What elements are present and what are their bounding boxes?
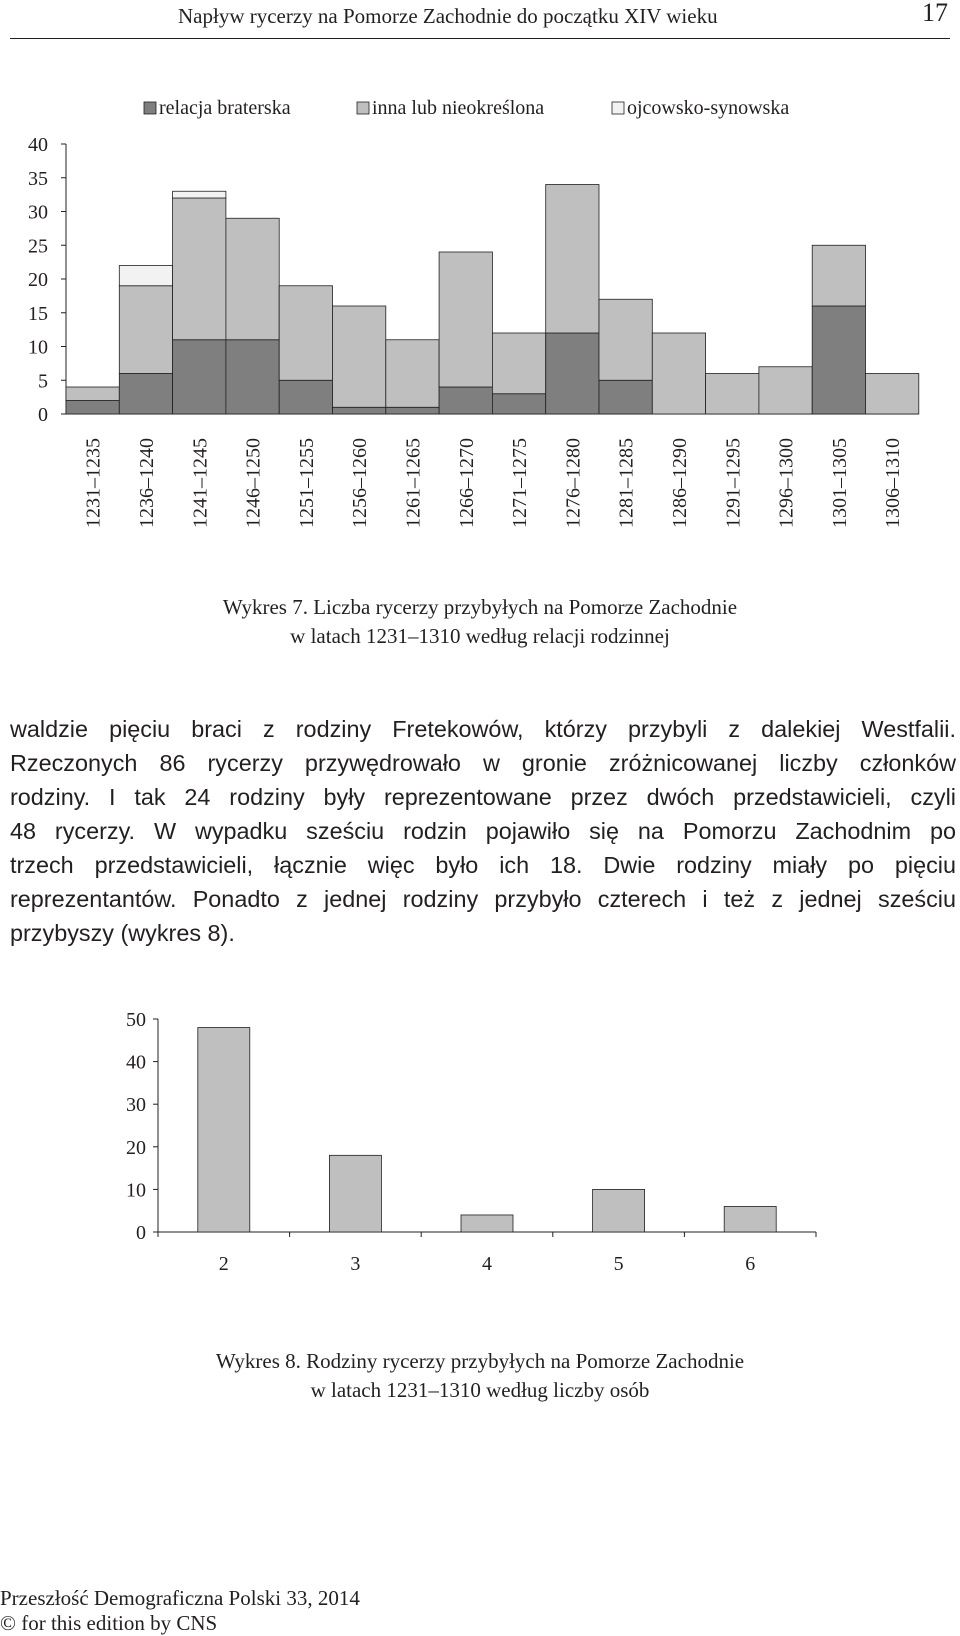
- y-tick-label: 25: [28, 235, 48, 258]
- bar-segment-1: [173, 340, 226, 414]
- body-paragraph: [10, 712, 956, 950]
- bar-segment-1: [279, 380, 332, 414]
- bar-segment-2: [759, 367, 812, 414]
- body-line: rodziny. I tak 24 rodziny były reprezentowane przez dwóch przedstawicieli, czyli: [10, 784, 956, 810]
- x-tick-label: 1266–1270: [455, 438, 478, 528]
- x-tick-label: 1286–1290: [668, 438, 691, 528]
- chart2-caption: [0, 1347, 960, 1405]
- x-tick-label: 1296–1300: [775, 438, 798, 528]
- y-tick-label: 20: [126, 1136, 146, 1159]
- x-tick-label: 6: [745, 1253, 756, 1275]
- x-tick-label: 1281–1285: [615, 438, 638, 528]
- bar: [724, 1206, 776, 1232]
- bar: [198, 1028, 250, 1232]
- bar-segment-1: [546, 333, 599, 414]
- bar-segment-1: [66, 401, 119, 415]
- footer-journal: Przeszłość Demograficzna Polski 33, 2014: [0, 1586, 360, 1610]
- bar-segment-1: [439, 387, 492, 414]
- x-tick-label: 1301–1305: [828, 438, 851, 528]
- bar-segment-2: [812, 245, 865, 306]
- bar-segment-2: [386, 340, 439, 408]
- x-tick-label: 1291–1295: [722, 438, 745, 528]
- bar-segment-2: [546, 185, 599, 334]
- body-line: waldzie pięciu braci z rodziny Fretekowów, którzy przybyli z dalekiej Westfalii.: [10, 716, 956, 742]
- bar-segment-1: [226, 340, 279, 414]
- body-line: trzech przedstawicieli, łącznie więc było ich 18. Dwie rodziny miały po pięciu: [10, 852, 956, 878]
- bar-segment-2: [599, 299, 652, 380]
- footer: [0, 1586, 360, 1636]
- bar-segment-2: [119, 286, 172, 374]
- y-tick-label: 30: [126, 1094, 146, 1117]
- body-line: 48 rycerzy. W wypadku sześciu rodzin pojawiło się na Pomorzu Zachodnim po: [10, 818, 956, 844]
- chart1-caption-line2: w latach 1231–1310 według relacji rodzinnej: [290, 624, 670, 648]
- body-line: Rzeczonych 86 rycerzy przywędrowało w gronie zróżnicowanej liczby członków: [10, 750, 956, 776]
- bar-segment-2: [706, 374, 759, 415]
- x-tick-label: 1241–1245: [189, 438, 212, 528]
- x-tick-label: 4: [482, 1253, 492, 1275]
- y-tick-label: 15: [28, 302, 48, 325]
- chart2-caption-line2: w latach 1231–1310 według liczby osób: [310, 1378, 650, 1402]
- x-tick-label: 2: [218, 1253, 229, 1275]
- x-tick-label: 5: [613, 1253, 624, 1275]
- bar: [329, 1155, 381, 1232]
- chart1-caption-line1: Wykres 7. Liczba rycerzy przybyłych na Pomorze Zachodnie: [222, 595, 738, 619]
- x-tick-label: 1271–1275: [509, 438, 532, 528]
- x-tick-label: 3: [350, 1253, 361, 1275]
- x-tick-label: 1261–1265: [402, 438, 425, 528]
- bar-segment-2: [492, 333, 545, 394]
- bar-segment-2: [652, 333, 705, 414]
- body-line: przybyszy (wykres 8).: [10, 920, 235, 946]
- bar-segment-1: [812, 306, 865, 414]
- bar-segment-2: [226, 218, 279, 340]
- x-tick-label: 1306–1310: [882, 438, 905, 528]
- page-number: 17: [922, 0, 948, 27]
- bar-segment-1: [492, 394, 545, 414]
- x-tick-label: 1276–1280: [562, 438, 585, 528]
- bar-segment-1: [333, 407, 386, 414]
- y-tick-label: 0: [38, 404, 48, 426]
- running-header: Napływ rycerzy na Pomorze Zachodnie do początku XIV wieku: [178, 4, 718, 28]
- y-tick-label: 10: [28, 336, 48, 359]
- bar-segment-1: [599, 380, 652, 414]
- y-tick-label: 0: [136, 1222, 146, 1244]
- x-tick-label: 1256–1260: [349, 438, 372, 528]
- footer-copyright: © for this edition by CNS: [0, 1611, 218, 1635]
- bar-segment-2: [866, 374, 919, 415]
- bar-segment-3: [173, 191, 226, 198]
- bar-segment-1: [386, 407, 439, 414]
- chart1-caption: [0, 593, 960, 651]
- y-tick-label: 30: [28, 201, 48, 224]
- bar-segment-1: [119, 374, 172, 415]
- bar-segment-3: [119, 266, 172, 286]
- bar-segment-2: [439, 252, 492, 387]
- legend-swatch-2: [357, 102, 369, 114]
- y-tick-label: 35: [28, 167, 48, 190]
- x-tick-label: 1236–1240: [135, 438, 158, 528]
- legend-swatch-3: [612, 102, 624, 114]
- legend-swatch-1: [144, 102, 156, 114]
- chart-families-by-size: [0, 1008, 960, 1288]
- bar-segment-2: [333, 306, 386, 407]
- x-tick-label: 1231–1235: [82, 438, 105, 528]
- y-tick-label: 40: [28, 134, 48, 156]
- y-tick-label: 20: [28, 269, 48, 291]
- bar-segment-2: [279, 286, 332, 381]
- bar: [593, 1189, 645, 1232]
- y-tick-label: 10: [126, 1179, 146, 1202]
- legend-label-2: inna lub nieokreślona: [372, 97, 545, 119]
- x-tick-label: 1251–1255: [295, 438, 318, 528]
- x-tick-label: 1246–1250: [242, 438, 265, 528]
- y-tick-label: 50: [126, 1009, 146, 1031]
- header-rule: [10, 38, 950, 39]
- legend-label-3: ojcowsko-synowska: [627, 97, 790, 119]
- y-tick-label: 5: [38, 370, 48, 393]
- bar-segment-2: [173, 198, 226, 340]
- bar-segment-2: [66, 387, 119, 401]
- chart-knights-by-family-relation: [0, 88, 960, 558]
- y-tick-label: 40: [126, 1051, 146, 1074]
- body-line: reprezentantów. Ponadto z jednej rodziny przybyło czterech i też z jednej sześciu: [10, 886, 956, 912]
- legend-label-1: relacja braterska: [159, 97, 291, 119]
- bar: [461, 1215, 513, 1232]
- chart2-caption-line1: Wykres 8. Rodziny rycerzy przybyłych na Pomorze Zachodnie: [215, 1349, 745, 1373]
